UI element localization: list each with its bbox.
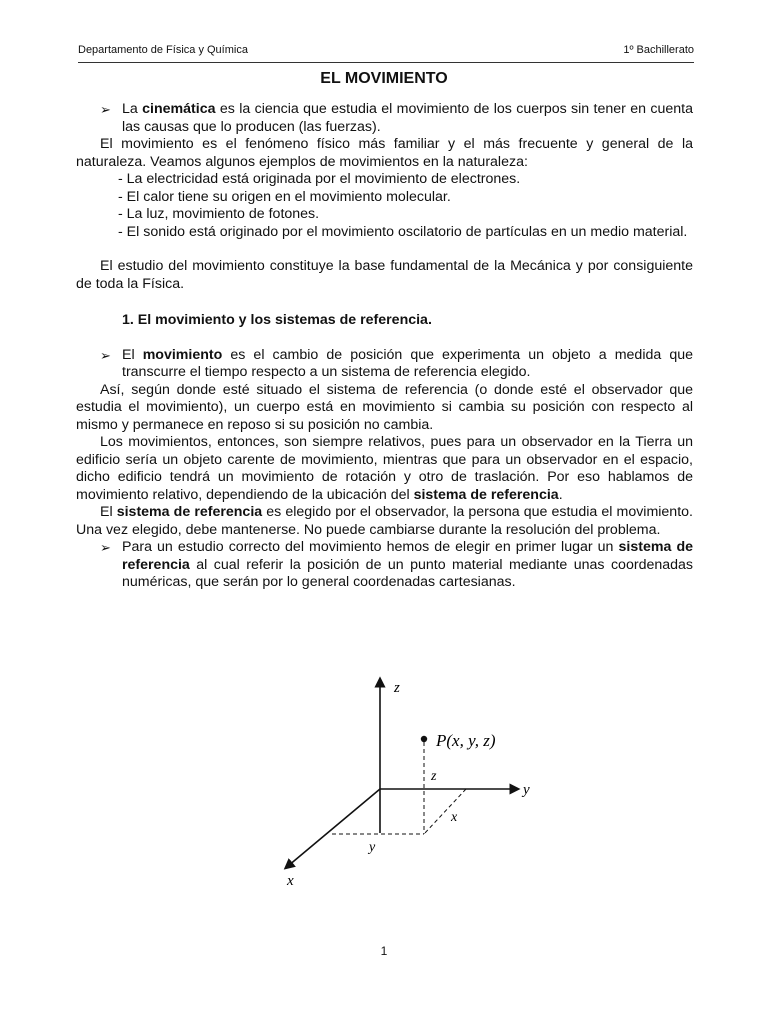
bullet-cinematica: ➢ La cinemática es la ciencia que estudia el movimiento de los cuerpos sin tener en cuenta las causas que lo producen (las fuerzas). <box>100 101 693 135</box>
z-coordinate-label: z <box>431 769 437 784</box>
example-light: - La luz, movimiento de fotones. <box>118 206 320 222</box>
arrow-bullet-icon: ➢ <box>100 102 111 117</box>
arrow-bullet-icon: ➢ <box>100 347 111 363</box>
point-p-marker <box>421 736 427 742</box>
bullet-estudio: ➢ Para un estudio correcto del movimiento hemos de elegir en primer lugar un sistema de referencia al cual referir la posición de un punto material mediante unas coordenadas numéricas, que serán por lo general coordenadas cartesianas. <box>100 539 694 590</box>
paragraph-system: El sistema de referencia es elegido por el observador, la persona que estudia el movimiento. Una vez elegido, debe mantenerse. No puede cambiarse durante la resolución del problema. <box>76 504 693 538</box>
paragraph-mechanics: El estudio del movimiento constituye la base fundamental de la Mecánica y por consiguiente de toda la Física. <box>76 258 693 292</box>
point-p-label: P(x, y, z) <box>436 731 496 750</box>
z-axis-label: z <box>394 680 400 696</box>
paragraph-intro: El movimiento es el fenómeno físico más familiar y el más frecuente y general de la naturaleza. Veamos algunos ejemplos de movimientos en la naturaleza: <box>76 136 693 170</box>
example-electricity: - La electricidad está originada por el movimiento de electrones. <box>118 171 521 187</box>
header-department: Departamento de Física y Química <box>78 44 248 56</box>
page-title: EL MOVIMIENTO <box>320 70 448 87</box>
y-coordinate-label: y <box>369 840 376 855</box>
header-course: 1º Bachillerato <box>623 44 694 56</box>
page-number: 1 <box>380 944 388 958</box>
example-heat: - El calor tiene su origen en el movimiento molecular. <box>118 188 451 205</box>
x-axis-label: x <box>287 873 294 888</box>
document-body <box>76 101 693 592</box>
x-coordinate-label: x <box>451 810 458 825</box>
bullet-movimiento: ➢ El movimiento es el cambio de posición que experimenta un objeto a medida que transcurre el tiempo respecto a un sistema de referencia elegido. <box>100 346 693 380</box>
y-axis-label: y <box>523 782 530 798</box>
section-heading: 1. El movimiento y los sistemas de referencia. <box>122 312 432 328</box>
example-sound: - El sonido está originado por el movimiento oscilatorio de partículas en un medio material. <box>118 223 688 240</box>
paragraph-reference: Así, según donde esté situado el sistema de referencia (o donde esté el observador que estudia el movimiento), un cuerpo está en movimiento si cambia su posición con respecto al mismo y permanece en reposo si su posición no cambia. <box>76 381 693 433</box>
paragraph-relative: Los movimientos, entonces, son siempre relativos, pues para un observador en la Tierra un edificio sería un objeto carente de movimiento, mientras que para un observador en el espacio, dicho edificio tendrá un movimiento de rotación y otro de traslación. Por eso hablamos de movimiento relativo, dependiendo de la ubicación del sistema de referencia. <box>76 434 693 503</box>
arrow-bullet-icon: ➢ <box>100 540 111 555</box>
page-header <box>78 44 694 63</box>
x-axis-line <box>288 789 380 866</box>
x-projection-dashed <box>424 789 466 834</box>
coordinate-system-figure <box>260 668 560 888</box>
